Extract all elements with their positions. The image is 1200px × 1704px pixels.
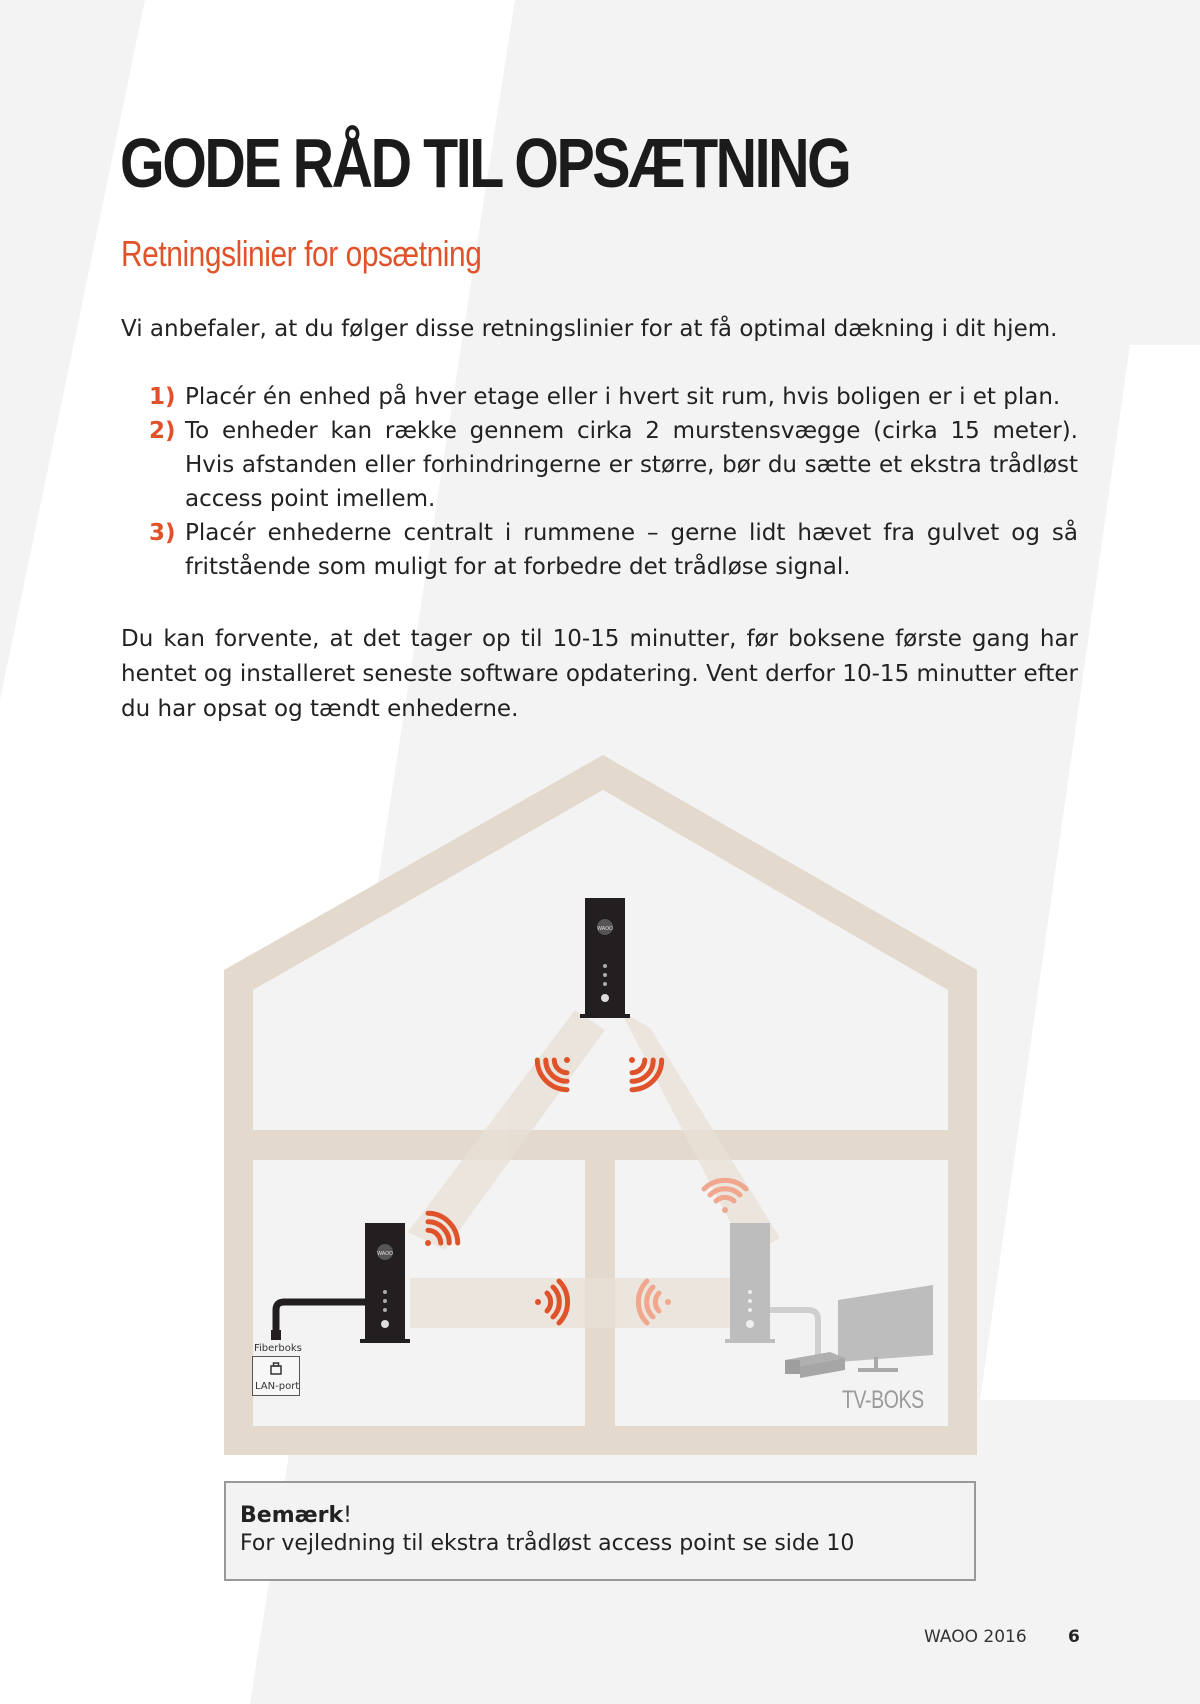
list-item [121,516,1078,584]
tv-box-label: TV-BOKS [842,1386,924,1414]
router-device-left [360,1223,410,1343]
note-box [224,1481,976,1581]
guideline-list [121,380,1078,584]
list-item-number: 3) [149,520,176,546]
lan-port-icon [270,1361,282,1375]
footer-brand-year: WAOO 2016 [924,1627,1027,1647]
list-item-number: 1) [149,384,176,410]
note-text: For vejledning til ekstra trådløst access point se side 10 [240,1531,855,1556]
lan-port-box [252,1356,300,1396]
device-logo: WAOO [597,926,613,932]
lan-port-label: LAN-port [255,1381,300,1392]
fiber-plug [271,1330,281,1340]
page-number: 6 [1068,1627,1080,1647]
list-item-text: Placér én enhed på hver etage eller i hvert sit rum, hvis boligen er i et plan. [185,384,1061,410]
router-device-top [580,898,630,1018]
note-title-suffix: ! [343,1503,352,1528]
list-item [121,380,1078,414]
list-item-text: Placér enhederne centralt i rummene – gerne lidt hævet fra gulvet og så fritstående som muligt for at forbedre det trådløse signal. [185,520,1078,580]
page-title: GODE RÅD TIL OPSÆTNING [120,124,850,202]
house-diagram [200,740,1000,1460]
note-title [240,1503,352,1528]
device-logo: WAOO [377,1251,393,1257]
section-subtitle: Retningslinier for opsætning [121,233,482,274]
list-item-text: To enheder kan række gennem cirka 2 murstensvægge (cirka 15 meter). Hvis afstanden eller forhindringerne er større, bør du sætte et ekstra trådløst access point imellem. [185,418,1078,512]
list-item [121,414,1078,516]
router-device-right [725,1223,775,1343]
setup-time-text: Du kan forvente, at det tager op til 10-15 minutter, før boksene første gang har hentet og installeret seneste software opdatering. Vent derfor 10-15 minutter efter du har opsat og tændt enhederne. [121,626,1078,722]
fiberbox-label: Fiberboks [254,1343,302,1354]
list-item-number: 2) [149,418,176,444]
note-title-bold: Bemærk [240,1503,344,1528]
intro-text: Vi anbefaler, at du følger disse retningslinier for at få optimal dækning i dit hjem. [121,316,1058,342]
